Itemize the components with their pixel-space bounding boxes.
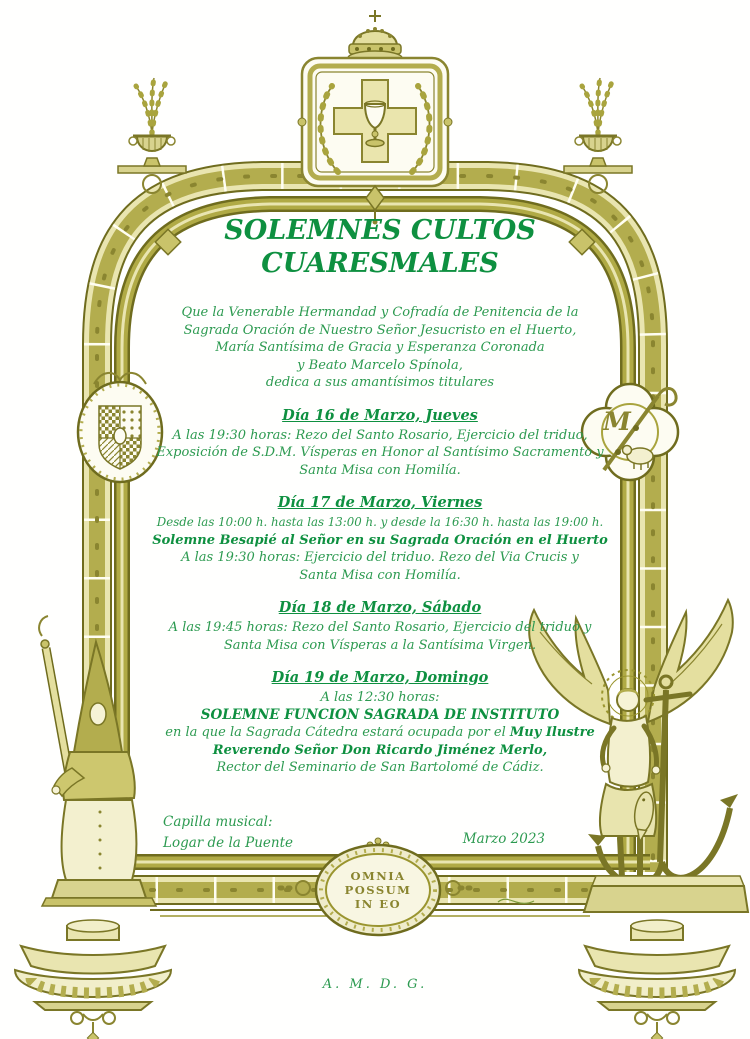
intro-line: y Beato Marcelo Spínola, (297, 357, 463, 373)
chapel-label: Capilla musical: (163, 814, 273, 830)
day-19-line-bold: Muy Ilustre (509, 725, 595, 740)
poster-content (150, 214, 610, 777)
schedule-day-18 (150, 599, 610, 654)
motto-line-2: POSSUM (344, 883, 412, 897)
intro-line: dedica a sus amantísimos titulares (265, 375, 495, 390)
title-line-1: SOLEMNES CULTOS (224, 215, 536, 246)
day-18-line: A las 19:45 horas: Rezo del Santo Rosario, Ejercicio del triduo y (168, 620, 592, 635)
day-19-line: Rector del Seminario de San Bartolomé de Cádiz. (216, 760, 544, 775)
day-16-heading: Día 16 de Marzo, Jueves (282, 406, 478, 424)
day-16-line: Exposición de S.D.M. Vísperas en Honor al Santísimo Sacramento y (156, 445, 604, 460)
day-19-preacher-name: Reverendo Señor Don Ricardo Jiménez Merlo, (212, 742, 548, 758)
day-19-line (150, 724, 610, 742)
intro-line: Sagrada Oración de Nuestro Señor Jesucristo en el Huerto, (183, 322, 577, 338)
day-17-line: A las 19:30 horas: Ejercicio del triduo. Rezo del Via Crucis y (181, 550, 579, 565)
intro-line: Que la Venerable Hermandad y Cofradía de Penitencia de la (181, 305, 579, 320)
motto-line-1: OMNIA (350, 869, 406, 883)
intro-paragraph (150, 304, 610, 392)
day-18-line: Santa Misa con Vísperas a la Santísima Virgen. (223, 637, 537, 653)
day-19-function-title: SOLEMNE FUNCION SAGRADA DE INSTITUTO (200, 706, 560, 723)
day-16-line: A las 19:30 horas: Rezo del Santo Rosario, Ejercicio del triduo, (172, 427, 588, 443)
marian-monogram: M (603, 407, 631, 436)
schedule-day-17 (150, 494, 610, 584)
amdg-motto: A. M. D. G. (322, 977, 428, 992)
day-17-line-bold: Solemne Besapié al Señor en su Sagrada Oración en el Huerto (152, 532, 608, 548)
day-19-line-regular: en la que la Sagrada Cátedra estará ocupada por el (165, 725, 510, 740)
day-19-line: A las 12:30 horas: (320, 690, 440, 705)
schedule-day-19 (150, 669, 610, 777)
day-17-heading: Día 17 de Marzo, Viernes (277, 494, 483, 511)
title-line-2: CUARESMALES (261, 248, 499, 279)
day-16-line: Santa Misa con Homilía. (299, 462, 461, 478)
motto-line-3: IN EO (354, 897, 402, 911)
chapel-name: Logar de la Puente (163, 835, 293, 851)
day-18-heading: Día 18 de Marzo, Sábado (278, 599, 482, 616)
intro-line: María Santísima de Gracia y Esperanza Coronada (215, 340, 545, 355)
schedule-day-16 (150, 407, 610, 480)
poster-date: Marzo 2023 (462, 831, 545, 847)
music-chapel-credit (163, 812, 293, 854)
day-19-heading: Día 19 de Marzo, Domingo (271, 669, 489, 686)
day-17-line: Santa Misa con Homilía. (299, 567, 461, 583)
poster-title (150, 214, 610, 280)
motto-medallion (280, 838, 476, 935)
day-17-line: Desde las 10:00 h. hasta las 13:00 h. y desde la 16:30 h. hasta las 19:00 h. (156, 515, 604, 529)
